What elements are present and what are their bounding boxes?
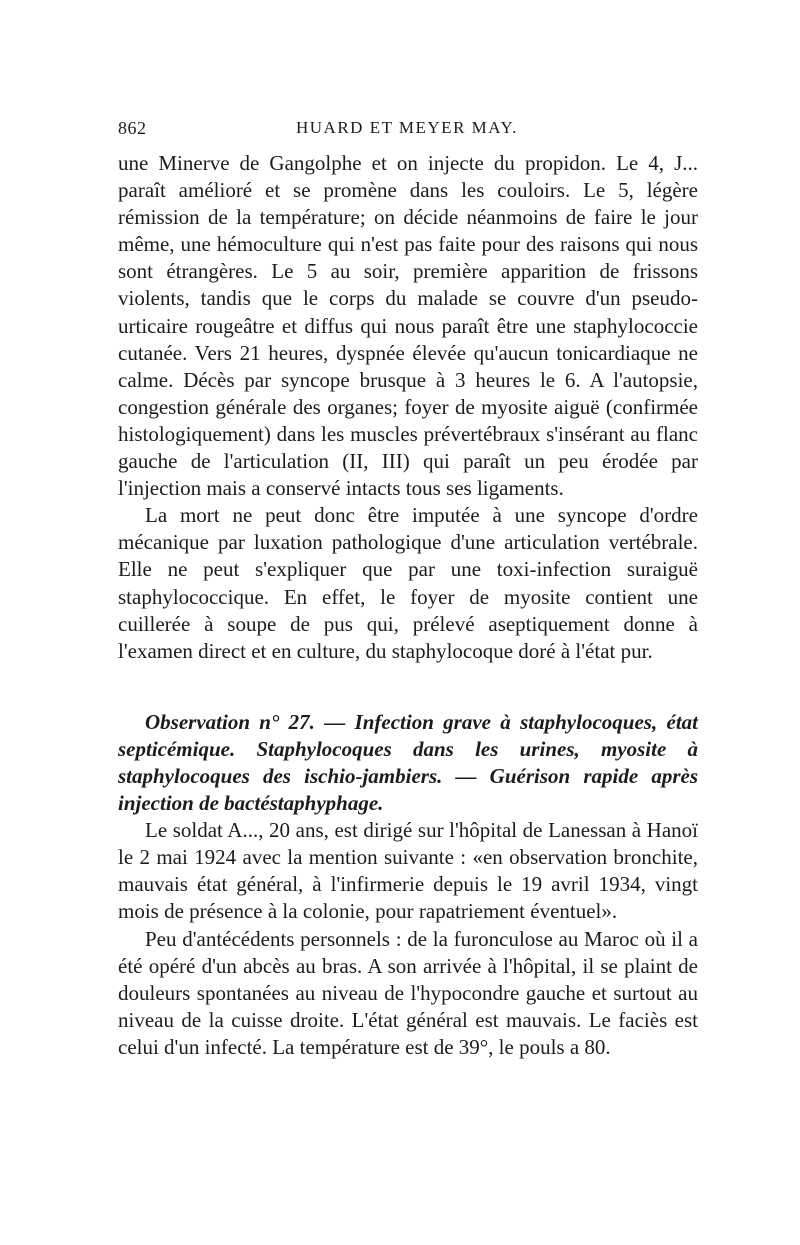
page-number: 862 [118, 118, 147, 138]
observation-title: Observation n° 27. — Infection grave à staphylocoques, état septicémique. Staphylocoques dans les urines, myosite à staphylocoques des ischio-jambiers. — Guérison rapide après injection de bactéstaphyphage. [118, 709, 698, 816]
paragraph-continued: une Minerve de Gangolphe et on injecte du propidon. Le 4, J... paraît amélioré et se promène dans les couloirs. Le 5, légère rémission de la température; on décide néanmoins de faire le jour même, une hémoculture qui n'est pas faite pour des raisons qui nous sont étrangères. Le 5 au soir, première apparition de frissons violents, tandis que le corps du malade se couvre d'un pseudo-urticaire rougeâtre et diffus qui nous paraît être une staphylococcie cutanée. Vers 21 heures, dyspnée élevée qu'aucun tonicardiaque ne calme. Décès par syncope brusque à 3 heures le 6. A l'autopsie, congestion générale des organes; foyer de myosite aiguë (confirmée histologiquement) dans les muscles prévertébraux s'insérant au flanc gauche de l'articulation (II, III) qui paraît un peu érodée par l'injection mais a conservé intacts tous ses ligaments. [118, 151, 698, 501]
page-header [118, 118, 698, 142]
paragraph-case-intro: Le soldat A..., 20 ans, est dirigé sur l'hôpital de Lanessan à Hanoï le 2 mai 1924 avec la mention suivante : «en observation bronchite, mauvais état général, à l'infirmerie depuis le 19 avril 1934, vingt mois de présence à la colonie, pour rapatriement éventuel». [118, 818, 698, 924]
body-text [118, 150, 698, 1061]
section-spacer [118, 665, 698, 709]
paragraph-history: Peu d'antécédents personnels : de la furonculose au Maroc où il a été opéré d'un abcès au bras. A son arrivée à l'hôpital, il se plaint de douleurs spontanées au niveau de l'hypocondre gauche et surtout au niveau de la cuisse droite. L'état général est mauvais. Le faciès est celui d'un infecté. La température est de 39°, le pouls a 80. [118, 926, 698, 1059]
running-head: HUARD ET MEYER MAY. [296, 118, 518, 137]
paragraph-conclusion: La mort ne peut donc être imputée à une syncope d'ordre mécanique par luxation pathologique d'une articulation vertébrale. Elle ne peut s'expliquer que par une toxi-infection suraiguë staphylococcique. En effet, le foyer de myosite contient une cuillerée à soupe de pus qui, prélevé aseptiquement donne à l'examen direct et en culture, du staphylocoque doré à l'état pur. [118, 503, 698, 663]
